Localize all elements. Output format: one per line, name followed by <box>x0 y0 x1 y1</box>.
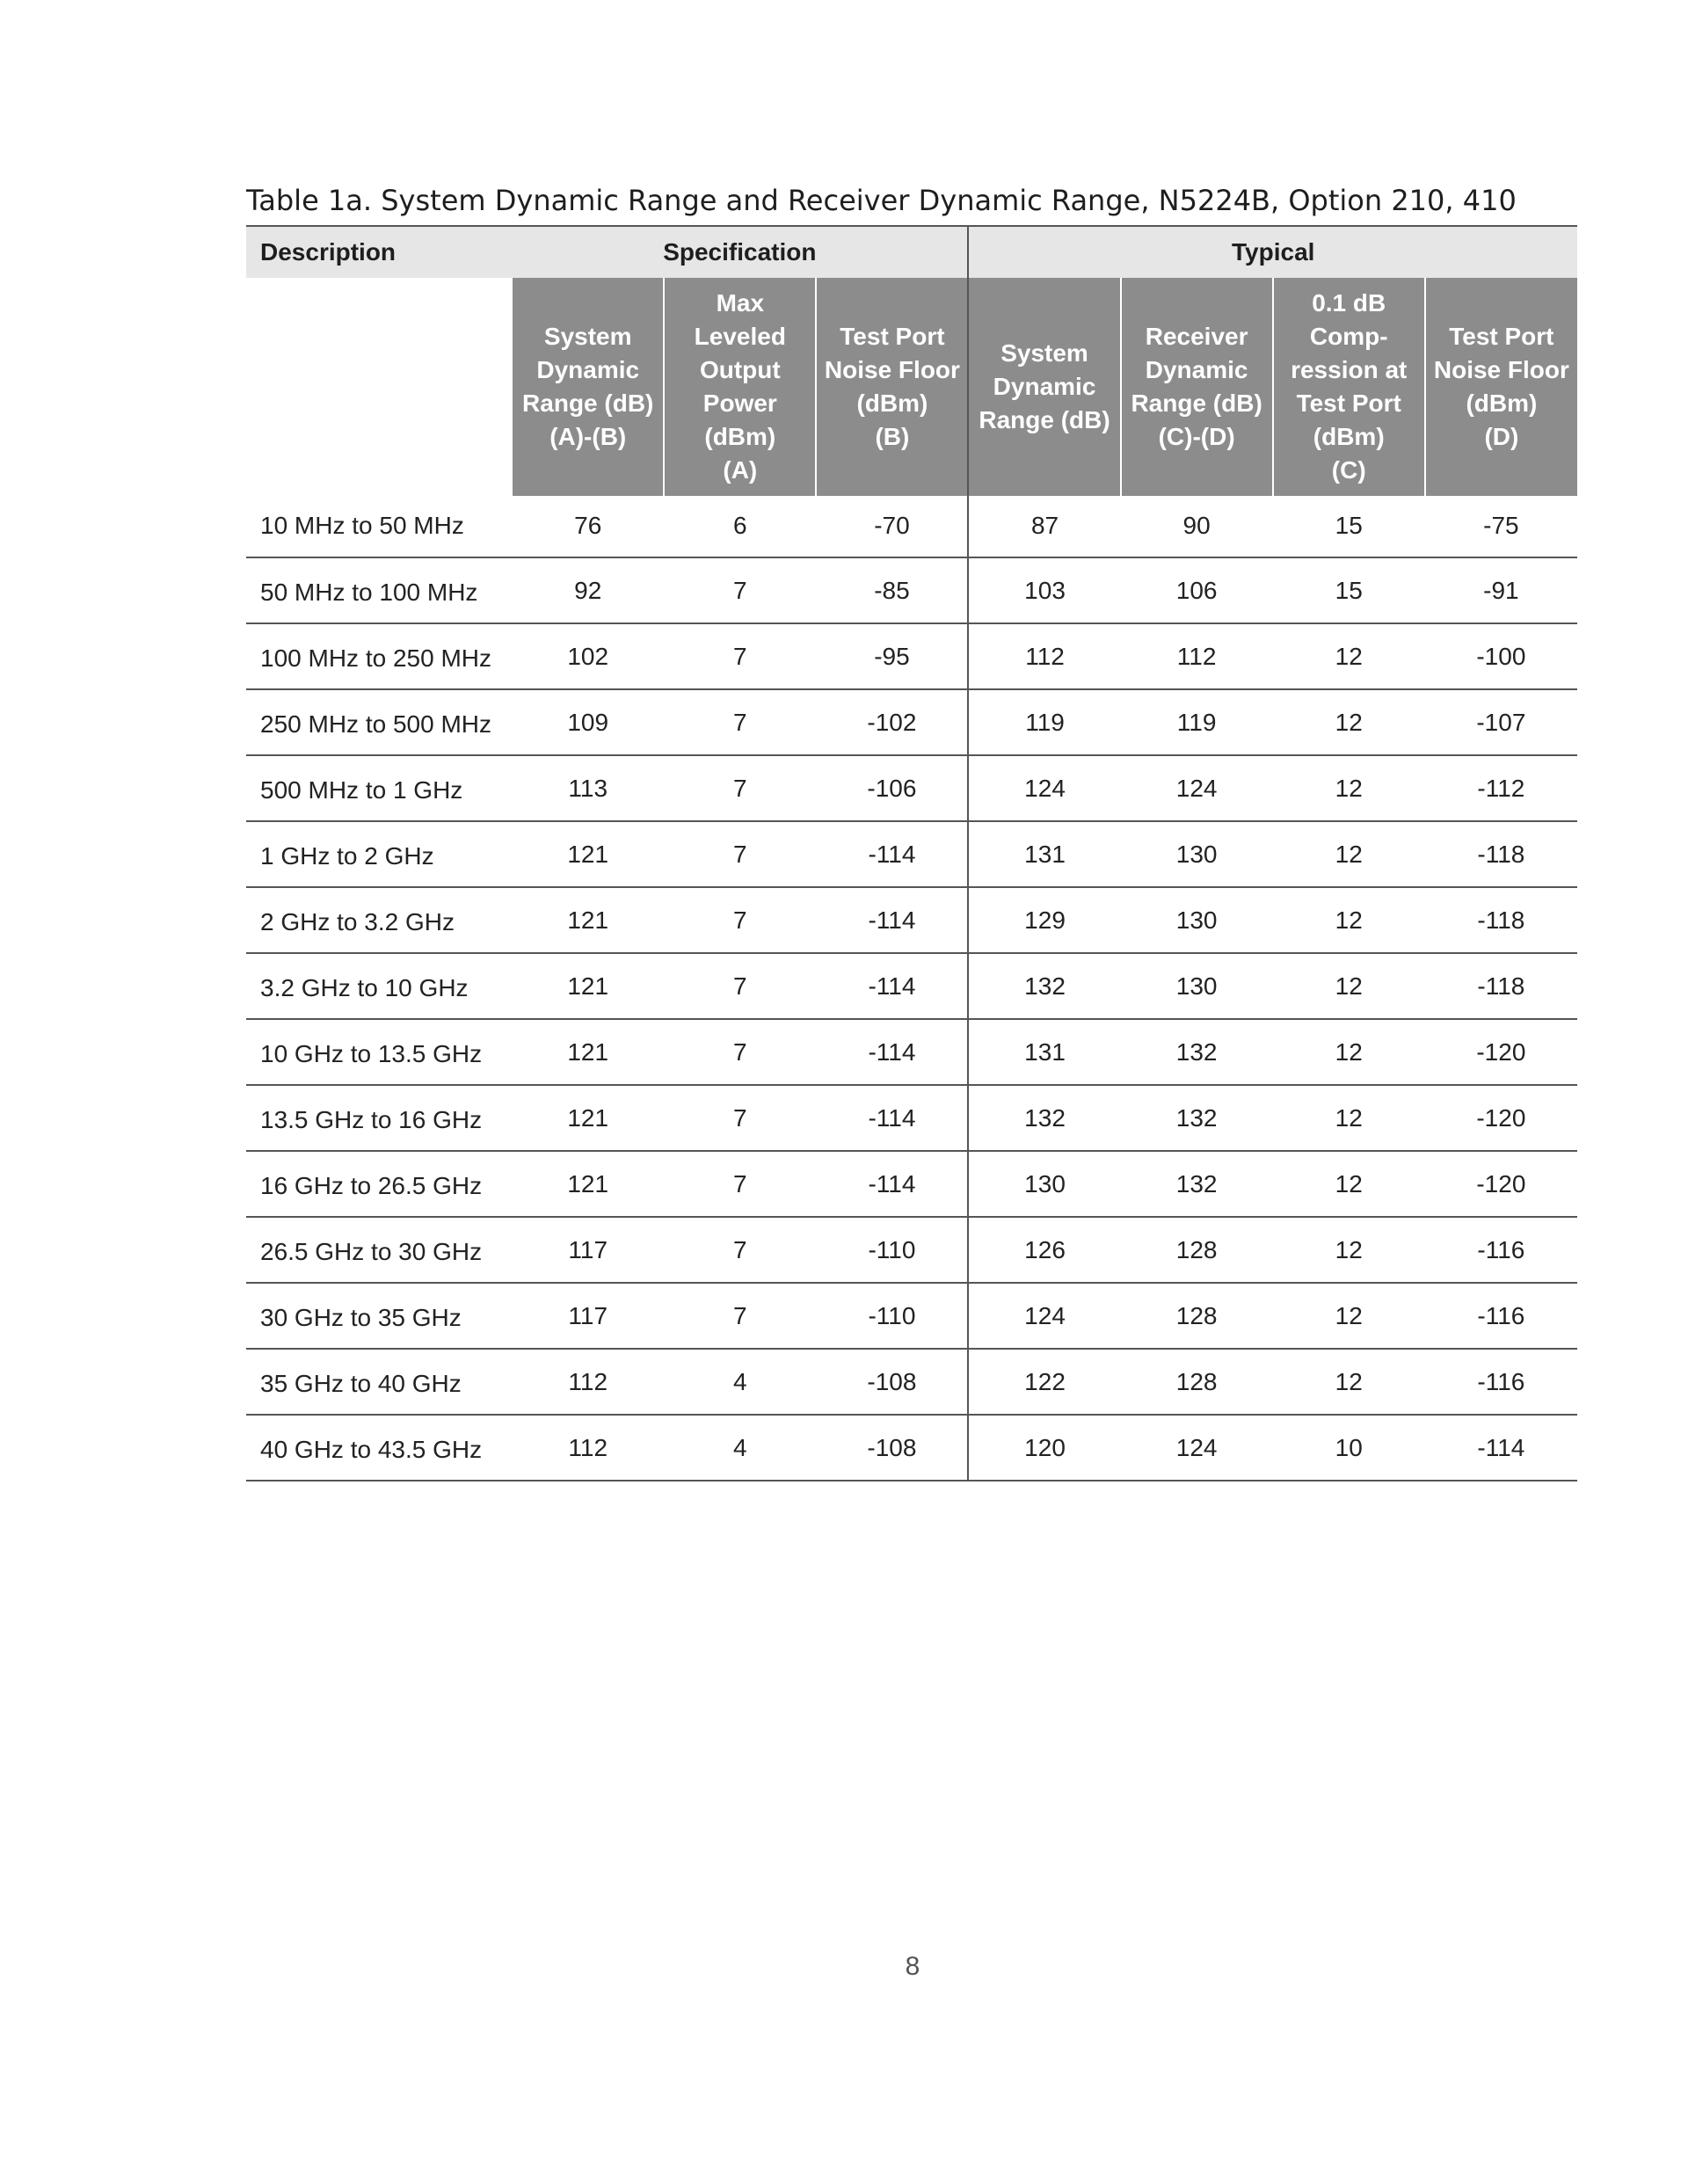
value-cell: 12 <box>1273 1151 1425 1217</box>
frequency-range-cell: 26.5 GHz to 30 GHz <box>246 1217 512 1283</box>
frequency-range-cell: 1 GHz to 2 GHz <box>246 821 512 887</box>
value-cell: 4 <box>664 1415 816 1481</box>
value-cell: -108 <box>816 1349 968 1415</box>
col-spec-test-port-noise-floor: Test Port Noise Floor (dBm) (B) <box>816 278 968 496</box>
frequency-range-cell: 100 MHz to 250 MHz <box>246 623 512 689</box>
table-row <box>246 1151 1577 1217</box>
value-cell: 126 <box>968 1217 1120 1283</box>
value-cell: 121 <box>512 1151 664 1217</box>
value-cell: 15 <box>1273 496 1425 557</box>
page-number: 8 <box>905 1952 920 1981</box>
value-cell: -116 <box>1425 1349 1577 1415</box>
value-cell: 112 <box>968 623 1120 689</box>
value-cell: 130 <box>1121 887 1273 953</box>
frequency-range-cell: 35 GHz to 40 GHz <box>246 1349 512 1415</box>
col-spec-system-dynamic-range: System Dynamic Range (dB) (A)-(B) <box>512 278 664 496</box>
value-cell: -116 <box>1425 1283 1577 1349</box>
value-cell: -107 <box>1425 689 1577 755</box>
value-cell: 132 <box>968 1085 1120 1151</box>
value-cell: 119 <box>1121 689 1273 755</box>
value-cell: 90 <box>1121 496 1273 557</box>
value-cell: 130 <box>1121 953 1273 1019</box>
value-cell: 131 <box>968 821 1120 887</box>
value-cell: -114 <box>816 953 968 1019</box>
frequency-range-cell: 50 MHz to 100 MHz <box>246 557 512 623</box>
table-column-header <box>246 278 1577 496</box>
col-max-leveled-output-power: Max Leveled Output Power (dBm) (A) <box>664 278 816 496</box>
value-cell: -120 <box>1425 1151 1577 1217</box>
value-cell: 128 <box>1121 1349 1273 1415</box>
description-header: Description <box>246 226 512 278</box>
value-cell: 6 <box>664 496 816 557</box>
value-cell: 12 <box>1273 1283 1425 1349</box>
value-cell: 7 <box>664 557 816 623</box>
value-cell: -70 <box>816 496 968 557</box>
value-cell: 12 <box>1273 1019 1425 1085</box>
value-cell: -114 <box>816 1085 968 1151</box>
frequency-range-cell: 10 MHz to 50 MHz <box>246 496 512 557</box>
value-cell: -114 <box>816 887 968 953</box>
specification-header: Specification <box>512 226 968 278</box>
table-row <box>246 496 1577 557</box>
value-cell: 112 <box>512 1349 664 1415</box>
value-cell: 124 <box>968 755 1120 821</box>
frequency-range-cell: 500 MHz to 1 GHz <box>246 755 512 821</box>
frequency-range-cell: 2 GHz to 3.2 GHz <box>246 887 512 953</box>
value-cell: -95 <box>816 623 968 689</box>
value-cell: 121 <box>512 1019 664 1085</box>
value-cell: 12 <box>1273 689 1425 755</box>
value-cell: 124 <box>968 1283 1120 1349</box>
value-cell: 130 <box>1121 821 1273 887</box>
value-cell: 132 <box>968 953 1120 1019</box>
table-row <box>246 953 1577 1019</box>
value-cell: 12 <box>1273 623 1425 689</box>
table-row <box>246 689 1577 755</box>
value-cell: 128 <box>1121 1217 1273 1283</box>
value-cell: 7 <box>664 1019 816 1085</box>
table-row <box>246 755 1577 821</box>
frequency-range-cell: 250 MHz to 500 MHz <box>246 689 512 755</box>
value-cell: 106 <box>1121 557 1273 623</box>
value-cell: 121 <box>512 1085 664 1151</box>
value-cell: -120 <box>1425 1019 1577 1085</box>
col-receiver-dynamic-range: Receiver Dynamic Range (dB) (C)-(D) <box>1121 278 1273 496</box>
value-cell: 92 <box>512 557 664 623</box>
table-body <box>246 496 1577 1481</box>
value-cell: 122 <box>968 1349 1120 1415</box>
value-cell: -112 <box>1425 755 1577 821</box>
value-cell: 132 <box>1121 1085 1273 1151</box>
value-cell: 7 <box>664 887 816 953</box>
value-cell: 121 <box>512 953 664 1019</box>
value-cell: 130 <box>968 1151 1120 1217</box>
value-cell: -75 <box>1425 496 1577 557</box>
value-cell: -114 <box>816 821 968 887</box>
value-cell: 7 <box>664 821 816 887</box>
table-row <box>246 887 1577 953</box>
frequency-range-cell: 30 GHz to 35 GHz <box>246 1283 512 1349</box>
value-cell: -100 <box>1425 623 1577 689</box>
value-cell: -114 <box>816 1019 968 1085</box>
table-row <box>246 1217 1577 1283</box>
value-cell: -110 <box>816 1283 968 1349</box>
value-cell: 124 <box>1121 755 1273 821</box>
value-cell: 12 <box>1273 821 1425 887</box>
value-cell: 132 <box>1121 1019 1273 1085</box>
value-cell: 117 <box>512 1217 664 1283</box>
table-caption: Table 1a. System Dynamic Range and Receiver Dynamic Range, N5224B, Option 210, 410 <box>246 184 1517 217</box>
table-row <box>246 1085 1577 1151</box>
value-cell: 87 <box>968 496 1120 557</box>
value-cell: 102 <box>512 623 664 689</box>
value-cell: 124 <box>1121 1415 1273 1481</box>
value-cell: 112 <box>1121 623 1273 689</box>
value-cell: 103 <box>968 557 1120 623</box>
value-cell: -91 <box>1425 557 1577 623</box>
value-cell: 7 <box>664 689 816 755</box>
value-cell: -114 <box>1425 1415 1577 1481</box>
value-cell: 129 <box>968 887 1120 953</box>
frequency-range-cell: 40 GHz to 43.5 GHz <box>246 1415 512 1481</box>
value-cell: 119 <box>968 689 1120 755</box>
value-cell: 121 <box>512 821 664 887</box>
table-row <box>246 1415 1577 1481</box>
value-cell: 113 <box>512 755 664 821</box>
col-typ-system-dynamic-range: System Dynamic Range (dB) <box>968 278 1120 496</box>
value-cell: -108 <box>816 1415 968 1481</box>
value-cell: 12 <box>1273 755 1425 821</box>
value-cell: 121 <box>512 887 664 953</box>
value-cell: -106 <box>816 755 968 821</box>
frequency-range-cell: 13.5 GHz to 16 GHz <box>246 1085 512 1151</box>
col-typ-test-port-noise-floor: Test Port Noise Floor (dBm) (D) <box>1425 278 1577 496</box>
value-cell: 7 <box>664 953 816 1019</box>
frequency-range-cell: 16 GHz to 26.5 GHz <box>246 1151 512 1217</box>
value-cell: 120 <box>968 1415 1120 1481</box>
frequency-range-cell: 3.2 GHz to 10 GHz <box>246 953 512 1019</box>
table-row <box>246 821 1577 887</box>
value-cell: 12 <box>1273 953 1425 1019</box>
value-cell: -116 <box>1425 1217 1577 1283</box>
value-cell: 7 <box>664 1283 816 1349</box>
value-cell: -114 <box>816 1151 968 1217</box>
table-row <box>246 557 1577 623</box>
value-cell: 109 <box>512 689 664 755</box>
table-row <box>246 623 1577 689</box>
value-cell: 112 <box>512 1415 664 1481</box>
value-cell: -118 <box>1425 887 1577 953</box>
value-cell: -118 <box>1425 821 1577 887</box>
value-cell: 7 <box>664 1151 816 1217</box>
value-cell: 4 <box>664 1349 816 1415</box>
blank-header-cell <box>246 278 512 496</box>
value-cell: 128 <box>1121 1283 1273 1349</box>
value-cell: 12 <box>1273 1349 1425 1415</box>
value-cell: 76 <box>512 496 664 557</box>
value-cell: 117 <box>512 1283 664 1349</box>
value-cell: 12 <box>1273 1217 1425 1283</box>
value-cell: -110 <box>816 1217 968 1283</box>
value-cell: 12 <box>1273 1085 1425 1151</box>
value-cell: -102 <box>816 689 968 755</box>
value-cell: 15 <box>1273 557 1425 623</box>
value-cell: 7 <box>664 755 816 821</box>
value-cell: 12 <box>1273 887 1425 953</box>
table-row <box>246 1283 1577 1349</box>
table-row <box>246 1019 1577 1085</box>
frequency-range-cell: 10 GHz to 13.5 GHz <box>246 1019 512 1085</box>
value-cell: -85 <box>816 557 968 623</box>
dynamic-range-table <box>246 225 1577 1481</box>
value-cell: 10 <box>1273 1415 1425 1481</box>
value-cell: 131 <box>968 1019 1120 1085</box>
col-compression-at-test-port: 0.1 dB Comp- ression at Test Port (dBm) (C) <box>1273 278 1425 496</box>
value-cell: 7 <box>664 1217 816 1283</box>
value-cell: 132 <box>1121 1151 1273 1217</box>
value-cell: 7 <box>664 623 816 689</box>
table-group-header <box>246 226 1577 278</box>
value-cell: -120 <box>1425 1085 1577 1151</box>
value-cell: -118 <box>1425 953 1577 1019</box>
value-cell: 7 <box>664 1085 816 1151</box>
typical-header: Typical <box>968 226 1577 278</box>
table-row <box>246 1349 1577 1415</box>
